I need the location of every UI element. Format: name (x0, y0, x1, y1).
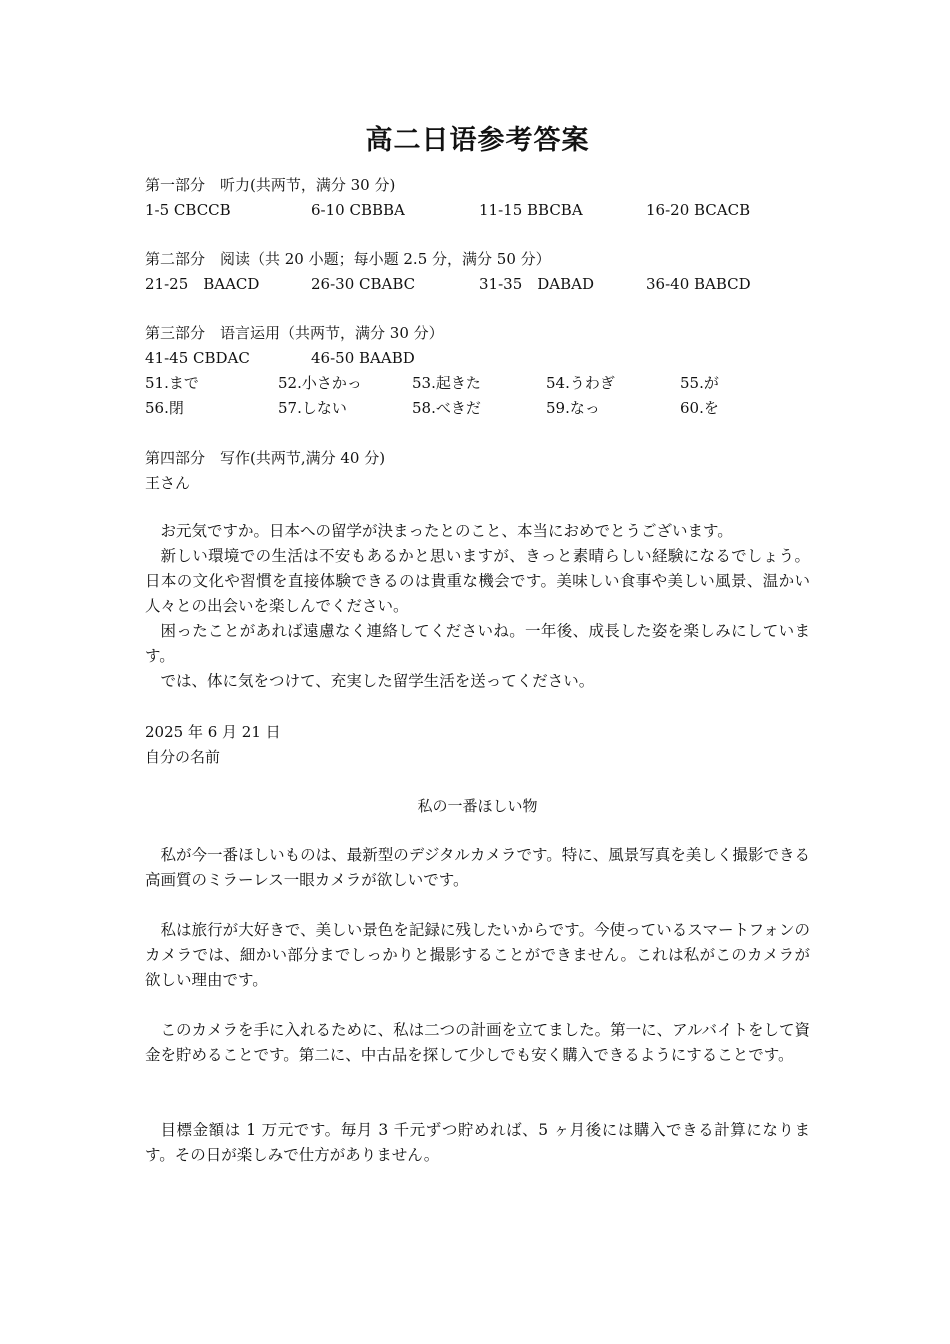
answer-group: 36-40 BABCD (646, 275, 751, 293)
part2-answers-row (145, 274, 810, 294)
fill-answer: 59.なっ (546, 399, 600, 417)
fill-answer: 56.閉 (145, 399, 184, 417)
answer-group: 6-10 CBBBA (311, 201, 405, 219)
letter-date: 2025 年 6 月 21 日 (145, 723, 281, 741)
letter-paragraph: お元気ですか。日本への留学が決まったとのこと、本当におめでとうございます。 (160, 522, 733, 540)
answer-group: 11-15 BBCBA (479, 201, 583, 219)
part3-fill-row (145, 373, 810, 393)
answer-group: 41-45 CBDAC (145, 349, 250, 367)
part3-fill-row (145, 398, 810, 418)
essay-paragraph: このカメラを手に入れるために、私は二つの計画を立てました。第一に、アルバイトをして資金を貯めることです。第二に、中古品を探して少しでも安く購入できるようにすることです。 (145, 1021, 810, 1064)
part4-heading: 第四部分 写作(共两节,满分 40 分) (145, 449, 386, 467)
fill-answer: 53.起きた (412, 374, 481, 392)
letter-paragraph: 新しい環境での生活は不安もあるかと思いますが、きっと素晴らしい経験になるでしょう。日本の文化や習慣を直接体験できるのは貴重な機会です。美味しい食事や美しい風景、温かい人々との出会いを楽しんでください。 (145, 547, 810, 615)
essay-title: 私の一番ほしい物 (417, 797, 538, 815)
page-title: 高二日语参考答案 (365, 125, 590, 156)
letter-paragraph: では、体に気をつけて、充実した留学生活を送ってください。 (160, 672, 595, 690)
essay-paragraph: 私は旅行が大好きで、美しい景色を記録に残したいからです。今使っているスマートフォンのカメラでは、細かい部分までしっかりと撮影することができません。これは私がこのカメラが欲しい理由です。 (145, 921, 810, 989)
essay-paragraph: 私が今一番ほしいものは、最新型のデジタルカメラです。特に、風景写真を美しく撮影できる高画質のミラーレス一眼カメラが欲しいです。 (145, 846, 810, 889)
answer-group: 26-30 CBABC (311, 275, 416, 293)
part1-heading: 第一部分 听力(共两节，满分 30 分) (145, 176, 396, 194)
essay-paragraph: 目標金額は 1 万元です。毎月 3 千元ずつ貯めれば、5 ヶ月後には購入できる計算になります。その日が楽しみで仕方がありません。 (145, 1121, 810, 1164)
answer-group: 21-25 BAACD (145, 275, 260, 293)
answer-group: 46-50 BAABD (311, 349, 415, 367)
part3-heading: 第三部分 语言运用（共两节，满分 30 分） (145, 324, 444, 342)
fill-answer: 57.しない (278, 399, 347, 417)
answer-group: 31-35 DABAD (479, 275, 594, 293)
part1-answers-row (145, 200, 810, 220)
letter-salutation: 王さん (145, 474, 191, 492)
letter-signature: 自分の名前 (145, 748, 221, 766)
part2-heading: 第二部分 阅读（共 20 小题；每小题 2.5 分，满分 50 分） (145, 250, 551, 268)
answer-group: 1-5 CBCCB (145, 201, 231, 219)
fill-answer: 55.が (680, 374, 719, 392)
fill-answer: 54.うわぎ (546, 374, 615, 392)
part3-answers-row (145, 348, 810, 368)
fill-answer: 60.を (680, 399, 719, 417)
answer-group: 16-20 BCACB (646, 201, 751, 219)
letter-paragraph: 困ったことがあれば遠慮なく連絡してくださいね。一年後、成長した姿を楽しみにしています。 (145, 622, 810, 665)
fill-answer: 52.小さかっ (278, 374, 362, 392)
fill-answer: 51.まで (145, 374, 199, 392)
fill-answer: 58.べきだ (412, 399, 481, 417)
